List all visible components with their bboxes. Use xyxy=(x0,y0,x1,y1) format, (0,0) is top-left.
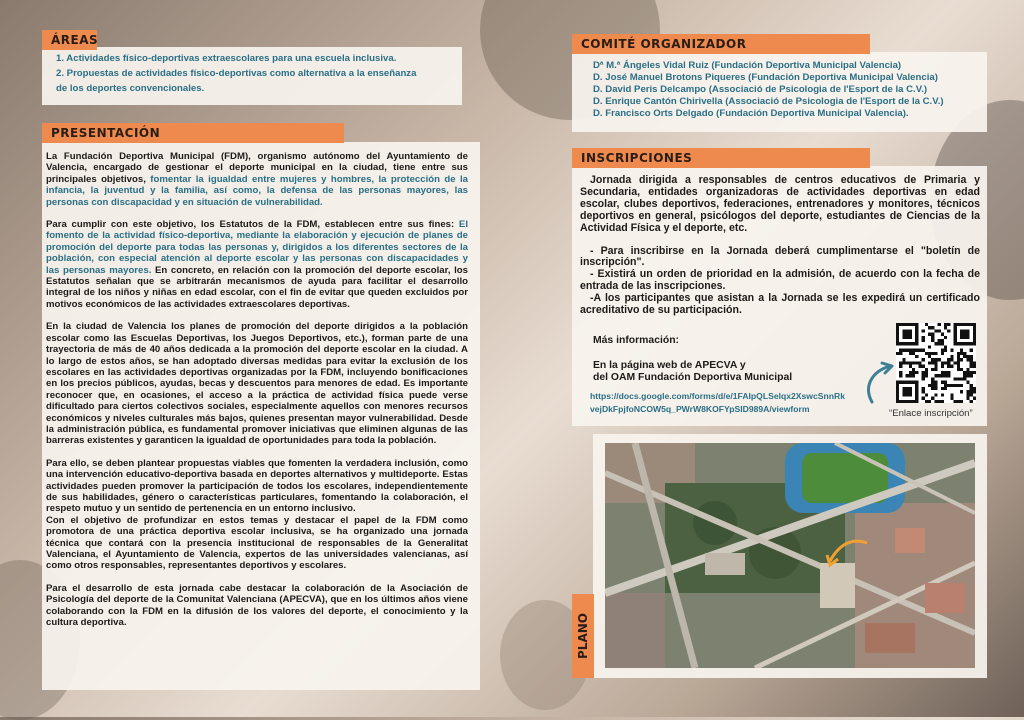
text-span: Para cumplir con este objetivo, los Estatutos de la FDM, establecen entre sus fines: xyxy=(46,219,459,231)
aerial-map xyxy=(605,443,975,668)
area-item: de los deportes convencionales. xyxy=(56,83,205,94)
qr-caption: “Enlace inscripción” xyxy=(889,408,973,419)
area-item: 1. Actividades físico-deportivas extraescolares para una escuela inclusiva. xyxy=(56,53,397,64)
highlight-text: El fomento de la actividad físico-deportiva, mediante la elaboración y ejecución de planes de promoción del deporte para todas las personas y, dirigidos a los diferentes sectores de la población, con especial atención al deporte escolar y las personas con discapacidades y las personas mayores. xyxy=(46,219,468,276)
presentacion-paragraph xyxy=(46,219,468,310)
text-span: En concreto, en relación con la promoción del deporte escolar, los Estatutos señalan que se arbitrarán mecanismos de ayuda para facilitar el desarrollo integral de los niños y niñas en edad escolar, con el fin de evitar que queden excluidos por motivos económicos de las actividades extraescolares deportivas. xyxy=(46,264,468,310)
url-line[interactable]: vejDkFpjfoNCOW5q_PWrW8KOFYpSID989A/viewform xyxy=(590,404,810,414)
inscripciones-heading: INSCRIPCIONES xyxy=(572,148,870,168)
areas-heading: ÁREAS xyxy=(42,30,97,50)
presentacion-paragraph: Con el objetivo de profundizar en estos temas y destacar el papel de la FDM como promotora de una práctica deportiva escolar inclusiva, se ha organizado una jornada técnica que contará con la presencia institucional de responsables de la Generalitat Valenciana, el Ayuntamiento de Valencia, expertos de las universidades valencianas, así como otros responsables, representantes deportivos y escolares. xyxy=(46,514,468,572)
comite-member: D. Enrique Cantón Chirivella (Associació de Psicologia de l'Esport de la C.V.) xyxy=(593,96,944,107)
mas-info-label: Más información: xyxy=(593,335,680,346)
comite-member: D. Francisco Orts Delgado (Fundación Deportiva Municipal Valencia). xyxy=(593,108,909,119)
inscripciones-paragraph: Jornada dirigida a responsables de centros educativos de Primaria y Secundaria, entidades organizadoras de actividades deportivas en edad escolar, clubes deportivos, federaciones, entrenadores y monitores, técnicos deportivos en general, psicólogos del deporte, estudiantes de Ciencias de la Actividad Física y el deporte, etc. xyxy=(580,174,980,234)
comite-member: D. David Peris Delcampo (Associació de Psicologia de l'Esport de la C.V.) xyxy=(593,84,928,95)
area-item: 2. Propuestas de actividades físico-deportivas como alternativa a la enseñanza xyxy=(56,68,417,79)
inscripciones-bullet: - Para inscribirse en la Jornada deberá cumplimentarse el "boletín de inscripción". xyxy=(580,244,980,269)
presentacion-paragraph: En la ciudad de Valencia los planes de promoción del deporte dirigidos a la población escolar como las Escuelas Deportivas, los Juegos Deportivos, etc.), forman parte de una trayectoria de más de 40 años dedicada a la promoción del deporte escolar en la ciudad. A lo largo de estos años, se han adoptado diversas medidas para evitar la exclusión de los escolares en las actividades deportivas organizadas por la FDM, incluyendo bonificaciones en los precios públicos, ayudas, becas y descuentos para menores de edad. Es importante reconocer que, en ocasiones, el acceso a la práctica de actividad física puede verse dificultado para ciertos colectivos sociales, especialmente aquellos con menores recursos económicos y niveles culturales más bajos, quienes presentan mayor vulnerabilidad. Desde la administración pública, es fundamental promover iniciativas que eliminen algunas de las barreras existentes y garanticen la igualdad de oportunidades para toda la población. xyxy=(46,321,468,447)
text-span: La Fundación Deportiva Municipal (FDM), organismo autónomo del Ayuntamiento de Valencia, encargado de gestionar el deporte municipal en la ciudad, tiene entre sus principales objetivos, xyxy=(46,151,468,185)
comite-member: D. José Manuel Brotons Piqueres (Fundación Deportiva Municipal Valencia) xyxy=(593,72,938,83)
qr-code-icon[interactable] xyxy=(896,323,976,403)
plano-text: PLANO xyxy=(576,613,590,659)
presentacion-paragraph: Para el desarrollo de esta jornada cabe destacar la colaboración de la Asociación de Psicología del deporte de la Comunitat Valenciana (APECVA), que en los últimos años viene colaborando con la FDM en la difusión de los valores del deporte, el conocimiento y la cultura deportiva. xyxy=(46,582,468,629)
web-line: del OAM Fundación Deportiva Municipal xyxy=(593,372,793,383)
web-line: En la página web de APECVA y xyxy=(593,360,746,371)
comite-list xyxy=(593,60,983,120)
presentacion-paragraph xyxy=(46,151,468,208)
presentacion-body xyxy=(46,151,468,628)
inscripciones-bullet: - Existirá un orden de prioridad en la admisión, de acuerdo con la fecha de entrada de las inscripciones. xyxy=(580,268,980,293)
presentacion-paragraph: Para ello, se deben plantear propuestas viables que fomenten la verdadera inclusión, como una intervención educativo-deportiva basada en deportes alternativos y multideporte. Estas actividades pueden promover la participación de todos los escolares, independientemente de sus habilidades, género o características particulares, fomentando la colaboración, el respeto mutuo y un sentido de pertenencia en un entorno inclusivo. xyxy=(46,457,468,515)
highlight-text: fomentar la igualdad entre mujeres y hombres, la protección de la infancia, la juventud y la familia, así como, la defensa de las personas mayores, las personas con discapacidad y en situación de vulnerabilidad. xyxy=(46,173,469,208)
curved-arrow-icon xyxy=(862,360,896,406)
comite-member: Dª M.ª Ángeles Vidal Ruiz (Fundación Deportiva Municipal Valencia) xyxy=(593,60,902,71)
presentacion-heading: PRESENTACIÓN xyxy=(42,123,344,143)
plano-label xyxy=(572,594,594,678)
areas-list xyxy=(56,51,456,96)
url-line[interactable]: https://docs.google.com/forms/d/e/1FAIpQLSelqx2XswcSnnRk xyxy=(590,391,845,401)
inscripciones-bullet: -A los participantes que asistan a la Jornada se les expedirá un certificado acreditativo de su participación. xyxy=(580,292,980,317)
inscripcion-link[interactable] xyxy=(590,390,845,416)
map-image[interactable] xyxy=(605,443,975,668)
web-info xyxy=(593,360,792,384)
comite-heading: COMITÉ ORGANIZADOR xyxy=(572,34,870,54)
inscripciones-body xyxy=(580,175,980,317)
